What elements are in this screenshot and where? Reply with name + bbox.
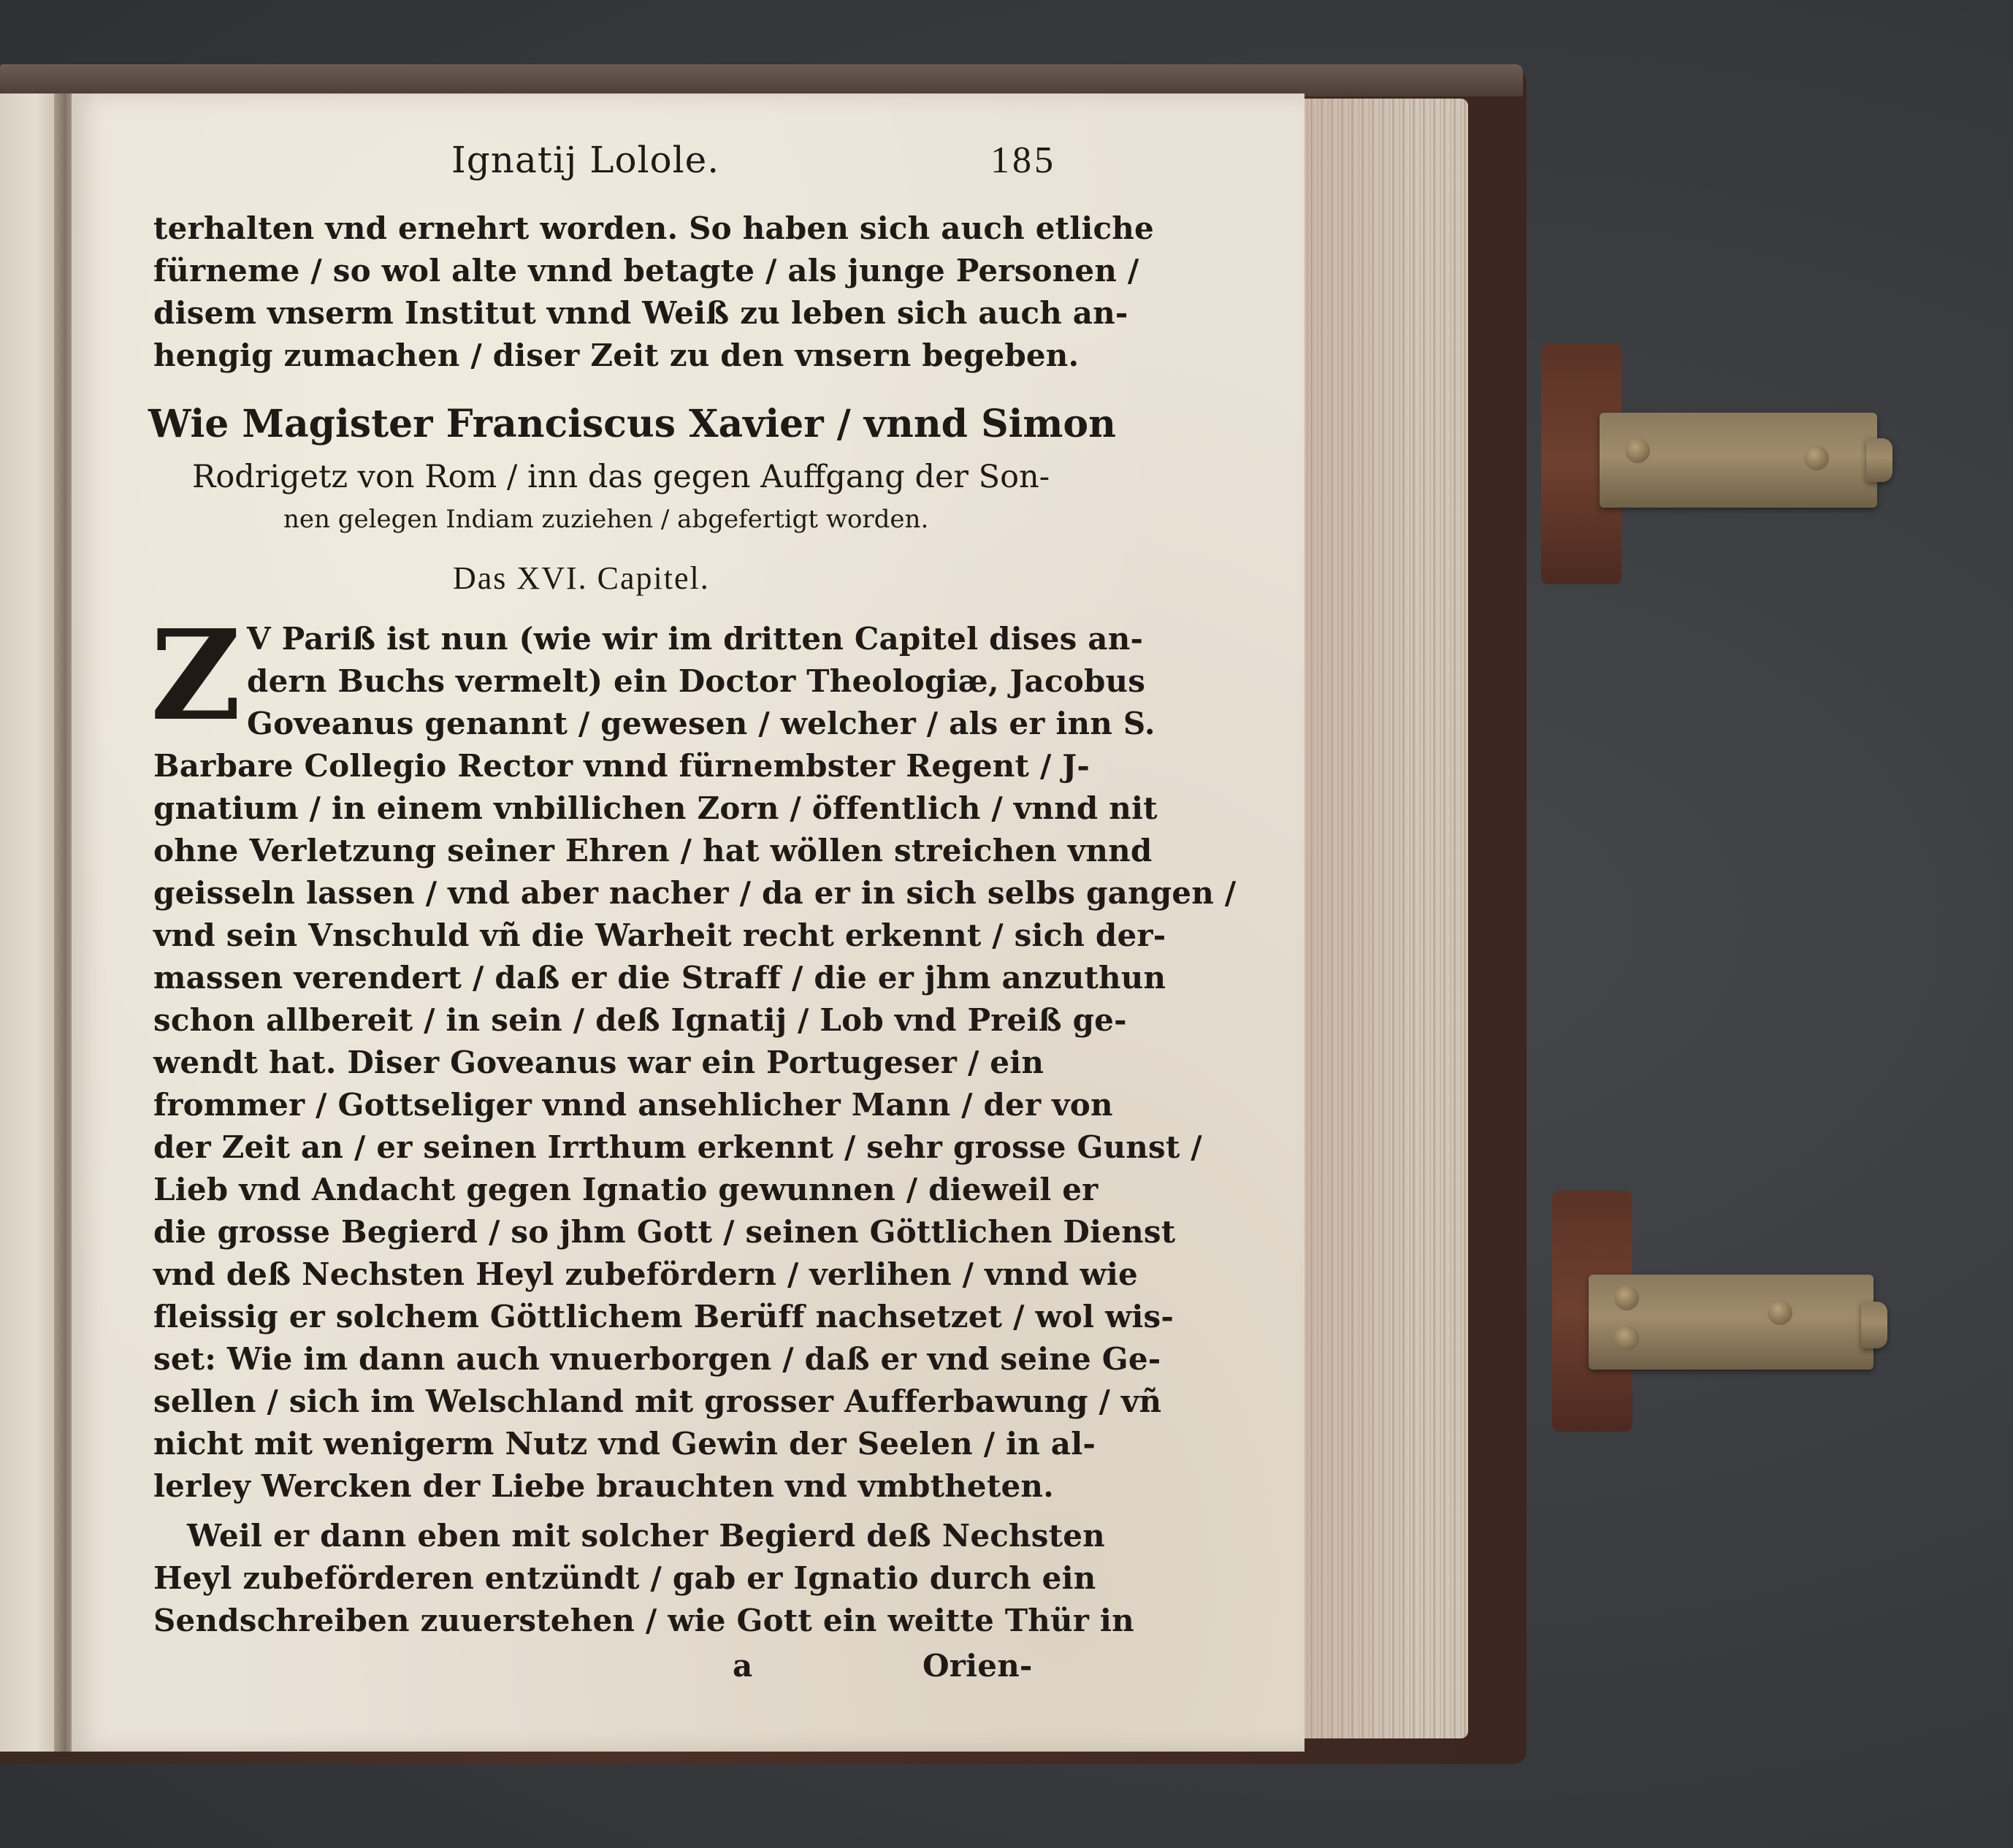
- text-line: schon allbereit / in sein / deß Ignatij / Lob vnd Preiß ge-: [153, 1002, 1127, 1038]
- book-headband: [0, 64, 1523, 96]
- text-line: Barbare Collegio Rector vnnd fürnembster Regent / J-: [153, 748, 1090, 784]
- text-line: sellen / sich im Welschland mit grosser Aufferbawung / vñ: [153, 1383, 1162, 1419]
- rivet-icon: [1614, 1326, 1639, 1351]
- text-line: geisseln lassen / vnd aber nacher / da er in sich selbs gangen /: [153, 875, 1237, 911]
- text-line: ohne Verletzung seiner Ehren / hat wöllen streichen vnnd: [153, 833, 1153, 868]
- text-line: Weil er dann eben mit solcher Begierd deß Nechsten: [187, 1518, 1105, 1554]
- text-line: terhalten vnd ernehrt worden. So haben sich auch etliche: [153, 210, 1154, 246]
- text-line: gnatium / in einem vnbillichen Zorn / öffentlich / vnnd nit: [153, 790, 1158, 826]
- text-line: vnd sein Vnschuld vñ die Warheit recht erkennt / sich der-: [153, 917, 1166, 953]
- catchword: Orien-: [923, 1648, 1033, 1684]
- text-line: wendt hat. Diser Goveanus war ein Portugeser / ein: [153, 1045, 1044, 1080]
- text-line: Heyl zubeförderen entzündt / gab er Ignatio durch ein: [153, 1560, 1096, 1596]
- signature-mark: a: [733, 1648, 753, 1684]
- text-line: massen verendert / daß er die Straff / die er jhm anzuthun: [153, 960, 1166, 996]
- text-line: fleissig er solchem Göttlichem Berüff nachsetzet / wol wis-: [153, 1299, 1174, 1335]
- page-text-block: [72, 93, 1305, 1752]
- drop-initial: Z: [150, 603, 242, 749]
- rivet-icon: [1768, 1300, 1792, 1325]
- text-line: vnd deß Nechsten Heyl zubefördern / verlihen / vnnd wie: [153, 1256, 1138, 1292]
- text-line: die grosse Begierd / so jhm Gott / seinen Göttlichen Dienst: [153, 1214, 1176, 1250]
- book-page: [72, 93, 1305, 1752]
- text-line: Sendschreiben zuuerstehen / wie Gott ein weitte Thür in: [153, 1603, 1134, 1638]
- rivet-icon: [1625, 438, 1650, 463]
- text-line: lerley Wercken der Liebe brauchten vnd vmbtheten.: [153, 1468, 1054, 1504]
- text-line: hengig zumachen / diser Zeit zu den vnsern begeben.: [153, 337, 1080, 373]
- text-line: Lieb vnd Andacht gegen Ignatio gewunnen / dieweil er: [153, 1172, 1099, 1207]
- text-line: frommer / Gottseliger vnnd ansehlicher Mann / der von: [153, 1087, 1113, 1123]
- text-line: der Zeit an / er seinen Irrthum erkennt / sehr grosse Gunst /: [153, 1129, 1202, 1165]
- facing-page-edge: [0, 93, 60, 1752]
- section-heading: Wie Magister Franciscus Xavier / vnnd Simon: [148, 402, 1116, 446]
- running-head: Ignatij Lolole.: [451, 139, 720, 181]
- lower-clasp-hook-icon: [1861, 1302, 1887, 1348]
- page-number: 185: [990, 140, 1056, 181]
- text-line: Goveanus genannt / gewesen / welcher / als er inn S.: [247, 706, 1156, 741]
- upper-clasp-hook-icon: [1866, 438, 1892, 482]
- rivet-icon: [1614, 1286, 1639, 1310]
- rivet-icon: [1804, 446, 1829, 470]
- section-heading-line: Rodrigetz von Rom / inn das gegen Auffgang der Son-: [192, 459, 1050, 495]
- chapter-title: Das XVI. Capitel.: [453, 560, 710, 596]
- text-line: fürneme / so wol alte vnnd betagte / als junge Personen /: [153, 253, 1139, 289]
- page-edge-tint: [1293, 99, 1468, 1738]
- text-line: V Pariß ist nun (wie wir im dritten Capitel dises an-: [247, 621, 1144, 657]
- text-line: disem vnserm Institut vnnd Weiß zu leben sich auch an-: [153, 295, 1128, 331]
- section-heading-line: nen gelegen Indiam zuziehen / abgefertigt worden.: [283, 505, 929, 534]
- text-line: dern Buchs vermelt) ein Doctor Theologiæ, Jacobus: [247, 663, 1146, 699]
- text-line: set: Wie im dann auch vnuerborgen / daß er vnd seine Ge-: [153, 1341, 1161, 1377]
- text-line: nicht mit wenigerm Nutz vnd Gewin der Seelen / in al-: [153, 1426, 1096, 1462]
